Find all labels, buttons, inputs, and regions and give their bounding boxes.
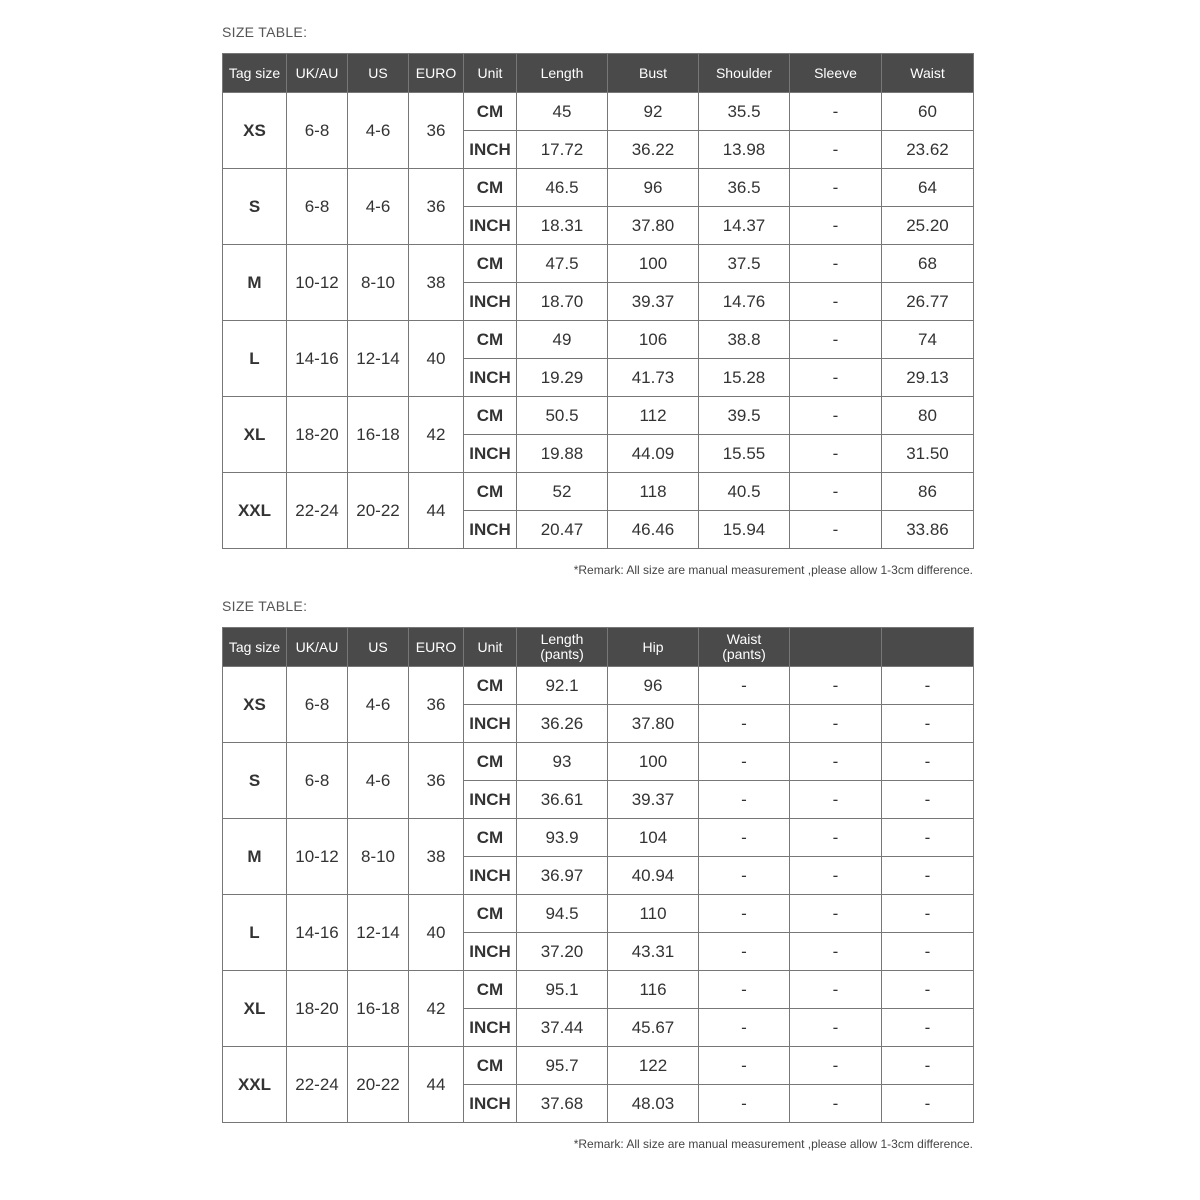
size-uk-cell: 14-16: [287, 321, 348, 397]
measurement-cell: -: [790, 169, 882, 207]
size-uk-cell: 18-20: [287, 971, 348, 1047]
measurement-cell: -: [790, 359, 882, 397]
size-us-cell: 12-14: [348, 321, 409, 397]
measurement-cell: -: [790, 321, 882, 359]
column-header: Unit: [464, 628, 517, 667]
column-header: [790, 628, 882, 667]
size-us-cell: 12-14: [348, 895, 409, 971]
measurement-cell: -: [699, 857, 790, 895]
measurement-cell: -: [699, 781, 790, 819]
measurement-cell: -: [790, 857, 882, 895]
size-uk-cell: 14-16: [287, 895, 348, 971]
measurement-cell: 36.5: [699, 169, 790, 207]
measurement-cell: -: [699, 743, 790, 781]
table-row: [223, 1047, 974, 1085]
measurement-cell: -: [790, 667, 882, 705]
column-header: Length (pants): [517, 628, 608, 667]
unit-cell: CM: [464, 971, 517, 1009]
size-us-cell: 4-6: [348, 93, 409, 169]
size-uk-cell: 22-24: [287, 1047, 348, 1123]
size-table: [222, 627, 974, 1123]
measurement-cell: -: [699, 819, 790, 857]
table-row: [223, 473, 974, 511]
measurement-cell: 116: [608, 971, 699, 1009]
measurement-cell: 18.31: [517, 207, 608, 245]
size-uk-cell: 10-12: [287, 819, 348, 895]
measurement-cell: -: [790, 435, 882, 473]
size-euro-cell: 40: [409, 895, 464, 971]
unit-cell: CM: [464, 473, 517, 511]
measurement-cell: -: [790, 93, 882, 131]
measurement-cell: -: [882, 971, 974, 1009]
measurement-cell: -: [699, 1047, 790, 1085]
unit-cell: INCH: [464, 1085, 517, 1123]
unit-cell: CM: [464, 743, 517, 781]
unit-cell: CM: [464, 321, 517, 359]
size-euro-cell: 36: [409, 93, 464, 169]
measurement-cell: 49: [517, 321, 608, 359]
column-header: UK/AU: [287, 628, 348, 667]
size-us-cell: 4-6: [348, 667, 409, 743]
size-tag-cell: S: [223, 743, 287, 819]
unit-cell: INCH: [464, 435, 517, 473]
header-row: [223, 628, 974, 667]
measurement-cell: 13.98: [699, 131, 790, 169]
measurement-cell: -: [790, 705, 882, 743]
measurement-cell: 36.26: [517, 705, 608, 743]
measurement-cell: 96: [608, 169, 699, 207]
table-row: [223, 245, 974, 283]
size-euro-cell: 38: [409, 819, 464, 895]
column-header: US: [348, 628, 409, 667]
measurement-cell: 44.09: [608, 435, 699, 473]
measurement-cell: -: [790, 1085, 882, 1123]
measurement-cell: 15.28: [699, 359, 790, 397]
measurement-cell: -: [882, 705, 974, 743]
measurement-cell: 14.37: [699, 207, 790, 245]
measurement-cell: 112: [608, 397, 699, 435]
size-us-cell: 8-10: [348, 245, 409, 321]
measurement-cell: 14.76: [699, 283, 790, 321]
measurement-cell: 100: [608, 245, 699, 283]
measurement-cell: -: [790, 743, 882, 781]
measurement-cell: 110: [608, 895, 699, 933]
table-row: [223, 819, 974, 857]
table-row: [223, 895, 974, 933]
measurement-cell: -: [882, 857, 974, 895]
header-row: [223, 54, 974, 93]
measurement-cell: 37.44: [517, 1009, 608, 1047]
measurement-cell: 36.97: [517, 857, 608, 895]
size-tag-cell: XS: [223, 667, 287, 743]
measurement-cell: 40.94: [608, 857, 699, 895]
measurement-cell: -: [790, 895, 882, 933]
measurement-cell: -: [790, 283, 882, 321]
size-tag-cell: M: [223, 819, 287, 895]
size-us-cell: 16-18: [348, 397, 409, 473]
measurement-cell: -: [699, 705, 790, 743]
measurement-cell: 37.20: [517, 933, 608, 971]
measurement-cell: -: [882, 781, 974, 819]
size-euro-cell: 38: [409, 245, 464, 321]
unit-cell: INCH: [464, 511, 517, 549]
measurement-cell: 46.46: [608, 511, 699, 549]
measurement-cell: 122: [608, 1047, 699, 1085]
measurement-cell: 100: [608, 743, 699, 781]
size-tag-cell: XS: [223, 93, 287, 169]
measurement-cell: 33.86: [882, 511, 974, 549]
column-header: Waist: [882, 54, 974, 93]
measurement-cell: -: [699, 667, 790, 705]
measurement-cell: 45.67: [608, 1009, 699, 1047]
unit-cell: CM: [464, 245, 517, 283]
measurement-cell: -: [790, 131, 882, 169]
unit-cell: CM: [464, 819, 517, 857]
measurement-cell: -: [882, 1047, 974, 1085]
column-header: Hip: [608, 628, 699, 667]
column-header: Sleeve: [790, 54, 882, 93]
measurement-cell: 29.13: [882, 359, 974, 397]
measurement-cell: -: [790, 397, 882, 435]
size-table-title: SIZE TABLE:: [222, 598, 308, 614]
measurement-cell: 64: [882, 169, 974, 207]
column-header: UK/AU: [287, 54, 348, 93]
measurement-cell: 104: [608, 819, 699, 857]
measurement-cell: -: [882, 819, 974, 857]
measurement-cell: -: [790, 819, 882, 857]
measurement-cell: 39.37: [608, 781, 699, 819]
table-row: [223, 321, 974, 359]
size-euro-cell: 36: [409, 667, 464, 743]
size-table-bottom: [222, 596, 973, 1152]
size-table-top: [222, 22, 973, 578]
table-row: [223, 743, 974, 781]
unit-cell: INCH: [464, 933, 517, 971]
column-header: Bust: [608, 54, 699, 93]
measurement-cell: -: [790, 971, 882, 1009]
measurement-cell: 35.5: [699, 93, 790, 131]
measurement-cell: -: [790, 1009, 882, 1047]
measurement-cell: -: [790, 473, 882, 511]
column-header: EURO: [409, 628, 464, 667]
measurement-cell: 48.03: [608, 1085, 699, 1123]
size-table-title: SIZE TABLE:: [222, 24, 308, 40]
size-uk-cell: 10-12: [287, 245, 348, 321]
measurement-cell: 96: [608, 667, 699, 705]
size-table: [222, 53, 974, 549]
measurement-cell: 74: [882, 321, 974, 359]
size-uk-cell: 18-20: [287, 397, 348, 473]
measurement-cell: 93.9: [517, 819, 608, 857]
measurement-cell: 95.7: [517, 1047, 608, 1085]
unit-cell: INCH: [464, 857, 517, 895]
size-uk-cell: 6-8: [287, 169, 348, 245]
measurement-cell: 80: [882, 397, 974, 435]
size-tag-cell: XL: [223, 971, 287, 1047]
unit-cell: CM: [464, 667, 517, 705]
measurement-cell: 94.5: [517, 895, 608, 933]
measurement-cell: 37.68: [517, 1085, 608, 1123]
measurement-cell: -: [790, 933, 882, 971]
size-tag-cell: M: [223, 245, 287, 321]
unit-cell: CM: [464, 895, 517, 933]
measurement-cell: 60: [882, 93, 974, 131]
measurement-cell: -: [882, 1085, 974, 1123]
size-uk-cell: 22-24: [287, 473, 348, 549]
unit-cell: INCH: [464, 283, 517, 321]
size-euro-cell: 40: [409, 321, 464, 397]
measurement-cell: 25.20: [882, 207, 974, 245]
table-row: [223, 397, 974, 435]
size-euro-cell: 36: [409, 743, 464, 819]
measurement-cell: 36.61: [517, 781, 608, 819]
size-tag-cell: XL: [223, 397, 287, 473]
size-us-cell: 4-6: [348, 169, 409, 245]
size-uk-cell: 6-8: [287, 743, 348, 819]
measurement-cell: -: [882, 667, 974, 705]
measurement-cell: 45: [517, 93, 608, 131]
size-tag-cell: L: [223, 895, 287, 971]
measurement-cell: 93: [517, 743, 608, 781]
measurement-cell: 92: [608, 93, 699, 131]
measurement-cell: 86: [882, 473, 974, 511]
measurement-cell: -: [699, 933, 790, 971]
measurement-cell: -: [882, 743, 974, 781]
size-uk-cell: 6-8: [287, 667, 348, 743]
unit-cell: CM: [464, 1047, 517, 1085]
size-tag-cell: S: [223, 169, 287, 245]
table-row: [223, 667, 974, 705]
measurement-cell: 20.47: [517, 511, 608, 549]
measurement-cell: 19.29: [517, 359, 608, 397]
measurement-cell: 37.80: [608, 705, 699, 743]
measurement-cell: 18.70: [517, 283, 608, 321]
measurement-cell: -: [790, 207, 882, 245]
measurement-cell: -: [882, 1009, 974, 1047]
column-header: Unit: [464, 54, 517, 93]
measurement-cell: 23.62: [882, 131, 974, 169]
measurement-cell: -: [699, 971, 790, 1009]
measurement-cell: 52: [517, 473, 608, 511]
column-header: Length: [517, 54, 608, 93]
table-row: [223, 971, 974, 1009]
measurement-cell: 36.22: [608, 131, 699, 169]
size-us-cell: 8-10: [348, 819, 409, 895]
unit-cell: INCH: [464, 131, 517, 169]
column-header: [882, 628, 974, 667]
size-tag-cell: XXL: [223, 1047, 287, 1123]
column-header: Tag size: [223, 54, 287, 93]
size-euro-cell: 36: [409, 169, 464, 245]
unit-cell: INCH: [464, 207, 517, 245]
remark-note: *Remark: All size are manual measurement ,please allow 1-3cm difference.: [573, 1137, 973, 1151]
measurement-cell: 95.1: [517, 971, 608, 1009]
column-header: Waist (pants): [699, 628, 790, 667]
column-header: EURO: [409, 54, 464, 93]
measurement-cell: 39.5: [699, 397, 790, 435]
measurement-cell: 92.1: [517, 667, 608, 705]
measurement-cell: 106: [608, 321, 699, 359]
measurement-cell: 26.77: [882, 283, 974, 321]
size-tag-cell: L: [223, 321, 287, 397]
column-header: US: [348, 54, 409, 93]
unit-cell: CM: [464, 397, 517, 435]
measurement-cell: -: [790, 1047, 882, 1085]
measurement-cell: 38.8: [699, 321, 790, 359]
size-us-cell: 20-22: [348, 1047, 409, 1123]
size-us-cell: 4-6: [348, 743, 409, 819]
table-row: [223, 169, 974, 207]
measurement-cell: -: [699, 1009, 790, 1047]
measurement-cell: -: [882, 933, 974, 971]
measurement-cell: -: [882, 895, 974, 933]
measurement-cell: 47.5: [517, 245, 608, 283]
measurement-cell: 37.5: [699, 245, 790, 283]
measurement-cell: 19.88: [517, 435, 608, 473]
column-header: Tag size: [223, 628, 287, 667]
size-us-cell: 16-18: [348, 971, 409, 1047]
measurement-cell: 40.5: [699, 473, 790, 511]
measurement-cell: 17.72: [517, 131, 608, 169]
measurement-cell: 68: [882, 245, 974, 283]
size-us-cell: 20-22: [348, 473, 409, 549]
unit-cell: INCH: [464, 359, 517, 397]
column-header: Shoulder: [699, 54, 790, 93]
measurement-cell: 15.55: [699, 435, 790, 473]
remark-note: *Remark: All size are manual measurement ,please allow 1-3cm difference.: [573, 563, 973, 577]
measurement-cell: 118: [608, 473, 699, 511]
table-row: [223, 93, 974, 131]
measurement-cell: -: [699, 1085, 790, 1123]
size-euro-cell: 42: [409, 971, 464, 1047]
measurement-cell: -: [790, 781, 882, 819]
size-euro-cell: 42: [409, 397, 464, 473]
unit-cell: CM: [464, 93, 517, 131]
measurement-cell: 37.80: [608, 207, 699, 245]
measurement-cell: 43.31: [608, 933, 699, 971]
size-euro-cell: 44: [409, 473, 464, 549]
measurement-cell: -: [790, 245, 882, 283]
measurement-cell: 41.73: [608, 359, 699, 397]
size-uk-cell: 6-8: [287, 93, 348, 169]
unit-cell: CM: [464, 169, 517, 207]
measurement-cell: -: [699, 895, 790, 933]
measurement-cell: 31.50: [882, 435, 974, 473]
unit-cell: INCH: [464, 1009, 517, 1047]
size-tag-cell: XXL: [223, 473, 287, 549]
size-euro-cell: 44: [409, 1047, 464, 1123]
measurement-cell: 46.5: [517, 169, 608, 207]
unit-cell: INCH: [464, 781, 517, 819]
measurement-cell: 39.37: [608, 283, 699, 321]
measurement-cell: 50.5: [517, 397, 608, 435]
measurement-cell: 15.94: [699, 511, 790, 549]
unit-cell: INCH: [464, 705, 517, 743]
measurement-cell: -: [790, 511, 882, 549]
